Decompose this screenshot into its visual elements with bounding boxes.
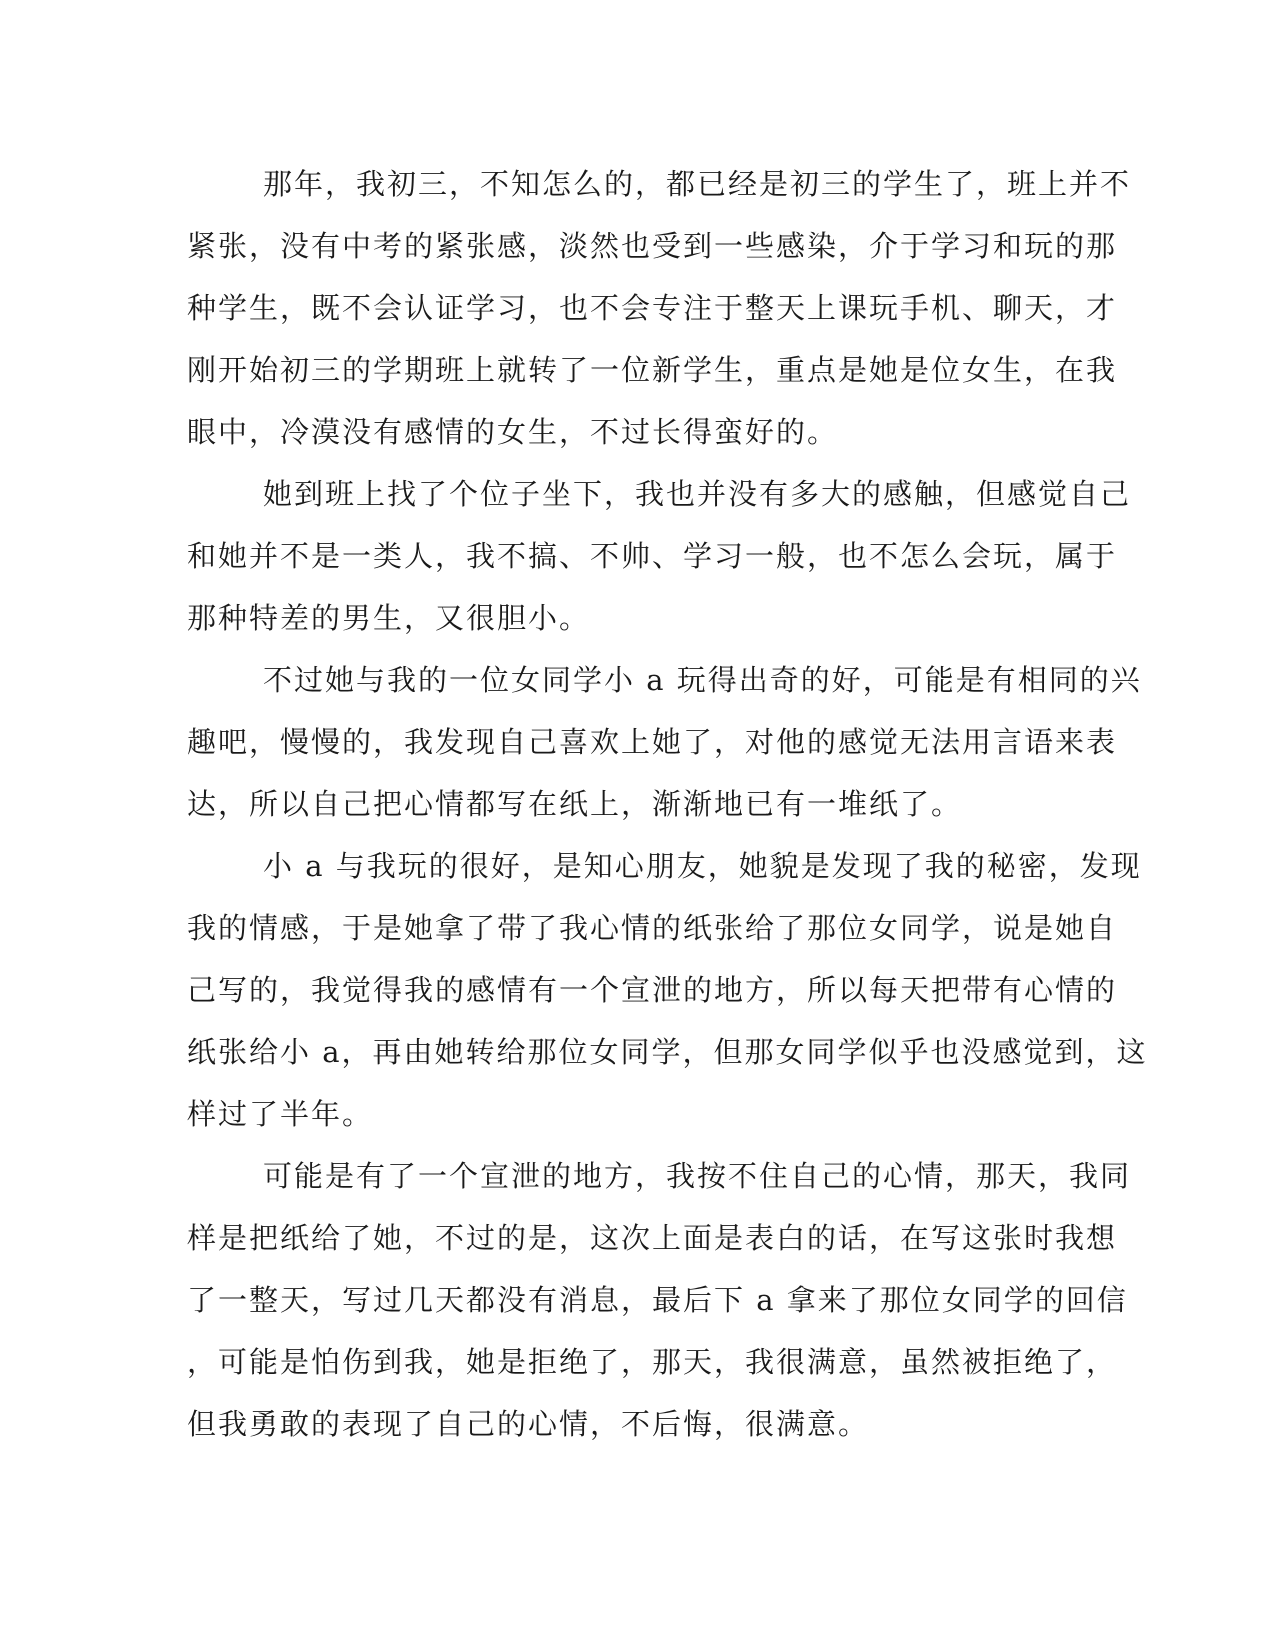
paragraph-5 [187, 1145, 1132, 1455]
document-body [187, 153, 1148, 1455]
text-line: 己写的，我觉得我的感情有一个宣泄的地方，所以每天把带有心情的 [187, 973, 1118, 1007]
text-line: 种学生，既不会认证学习，也不会专注于整天上课玩手机、聊天，才 [187, 291, 1118, 325]
text-line: 达，所以自己把心情都写在纸上，渐渐地已有一堆纸了。 [187, 787, 963, 821]
text-line: 刚开始初三的学期班上就转了一位新学生，重点是她是位女生，在我 [187, 353, 1118, 387]
text-line: 紧张，没有中考的紧张感，淡然也受到一些感染，介于学习和玩的那 [187, 229, 1118, 263]
text-line: 不过她与我的一位女同学小 a 玩得出奇的好，可能是有相同的兴 [263, 663, 1142, 697]
text-line: 那种特差的男生，又很胆小。 [187, 601, 591, 635]
text-line: 和她并不是一类人，我不搞、不帅、学习一般，也不怎么会玩，属于 [187, 539, 1118, 573]
text-line: 可能是有了一个宣泄的地方，我按不住自己的心情，那天，我同 [263, 1159, 1132, 1193]
text-line: 我的情感，于是她拿了带了我心情的纸张给了那位女同学，说是她自 [187, 911, 1118, 945]
paragraph-4 [187, 835, 1148, 1145]
text-line: 眼中，冷漠没有感情的女生，不过长得蛮好的。 [187, 415, 839, 449]
text-line: 样过了半年。 [187, 1097, 374, 1131]
text-line: 但我勇敢的表现了自己的心情，不后悔，很满意。 [187, 1407, 870, 1441]
text-line: 纸张给小 a，再由她转给那位女同学，但那女同学似乎也没感觉到，这 [187, 1035, 1148, 1069]
text-line: 样是把纸给了她，不过的是，这次上面是表白的话，在写这张时我想 [187, 1221, 1118, 1255]
paragraph-3 [187, 649, 1142, 835]
text-line: 了一整天，写过几天都没有消息，最后下 a 拿来了那位女同学的回信 [187, 1283, 1128, 1317]
text-line: 那年，我初三，不知怎么的，都已经是初三的学生了，班上并不 [263, 167, 1132, 201]
paragraph-1 [187, 153, 1132, 463]
paragraph-2 [187, 463, 1132, 649]
text-line: ，可能是怕伤到我，她是拒绝了，那天，我很满意，虽然被拒绝了， [187, 1345, 1118, 1379]
text-line: 趣吧，慢慢的，我发现自己喜欢上她了，对他的感觉无法用言语来表 [187, 725, 1118, 759]
text-line: 小 a 与我玩的很好，是知心朋友，她貌是发现了我的秘密，发现 [263, 849, 1142, 883]
text-line: 她到班上找了个位子坐下，我也并没有多大的感触，但感觉自己 [263, 477, 1132, 511]
